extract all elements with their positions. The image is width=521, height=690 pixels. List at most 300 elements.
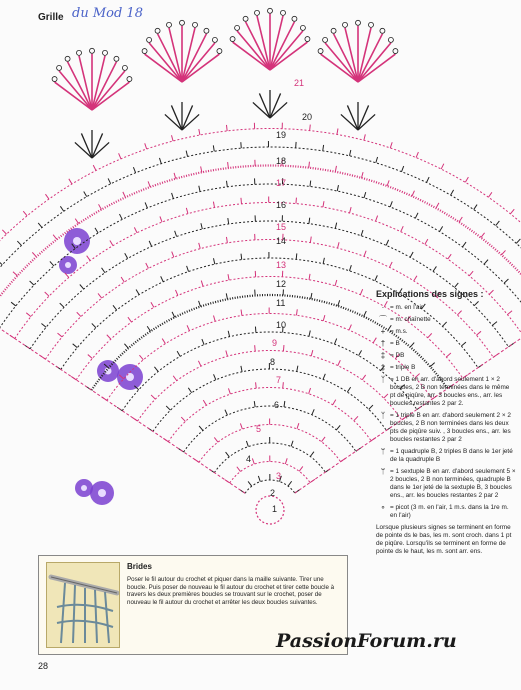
stitch-tick [77,312,81,316]
stitch-tick [488,192,491,197]
round-number: 17 [276,178,287,188]
picot [235,25,240,30]
stitch-tick [147,326,150,331]
stitch-tick [228,388,230,394]
stitch-tick [161,276,164,281]
stitch-tick [369,405,373,409]
legend-title: Explications des signes : [376,289,484,299]
legend-text: = 1 triple B en arr. d'abord seulement 2 × 2 boucles, 2 B non terminées dans les deux pts de piqûre suiv. , 3 boucles ens., arr. les boucles restantes 2 par 2 [390,412,511,443]
stitch-tick [410,252,413,257]
stitch-tick [349,325,351,330]
stitch-tick [504,279,508,283]
stitch-tick [172,252,174,258]
stitch-tick [311,350,313,356]
stitch-tick [149,241,151,246]
picot [368,22,373,27]
fan-stitch [92,133,103,158]
stitch-tick [283,345,284,351]
stitch-tick [296,253,297,259]
stitch-tick [69,179,72,184]
legend-list [376,304,516,520]
picot [180,20,185,25]
stitch-tick [323,315,325,321]
stitch-tick [98,293,102,298]
stitch-tick [310,181,311,187]
picot [52,77,57,82]
legend-item [376,468,516,500]
stitch-tick [284,401,285,407]
stitch-tick [310,452,314,457]
legend-item [376,304,516,312]
stitch-tick [226,351,228,357]
stitch-tick [50,261,54,265]
fan-stitch [358,114,375,130]
brides-title: Brides [127,562,152,571]
stitch-tick [465,177,468,182]
legend-item [376,364,516,372]
stitch-tick [198,361,201,366]
stitch-tick [99,204,102,209]
stitch-tick [13,272,17,276]
legend-text: = DB [390,352,405,359]
stitch-tick [113,305,117,310]
stitch-tick [213,316,215,322]
stitch-tick [240,423,242,429]
legend-symbol: ⌒ [379,315,387,324]
legend-item [376,376,516,408]
stitch-tick [186,151,187,157]
page-number: 28 [38,661,49,671]
stitch-tick [151,302,154,307]
stitch-tick [199,243,201,249]
stitch-tick [336,425,340,430]
picot [142,49,147,54]
stitch-tick [92,323,96,327]
chart-round-labels [246,78,312,514]
fan-stitch [341,114,358,130]
stitch-tick [110,240,113,245]
round-arc [168,387,371,441]
stitch-tick [53,235,57,240]
stitch-tick [175,290,177,296]
picot [212,37,217,42]
fan-stitch [182,114,199,130]
stitch-tick [436,203,439,208]
chart-top-fans [52,8,398,158]
legend-symbol: ∘ [380,503,386,512]
picot [243,16,248,21]
fan-stitch [81,133,92,158]
stitch-tick [376,216,378,222]
picot [204,28,209,33]
page-title: Grille [38,12,64,23]
stitch-tick [162,339,165,344]
fan-stitch [75,142,92,158]
stitch-tick [288,481,292,486]
legend-item [376,340,516,348]
stitch-tick [199,301,201,307]
stitch-tick [108,178,111,183]
stitch-tick [173,376,177,381]
stitch-tick [459,217,462,222]
round-arc [0,128,521,297]
stitch-tick [226,293,227,299]
legend-symbol: ᛉ [380,411,386,420]
stitch-tick [228,331,229,337]
stitch-tick [199,426,203,431]
stitch-tick [119,153,121,159]
stitch-tick [484,260,488,265]
stitch-tick [338,242,339,248]
stitch-tick [402,166,404,172]
stitch-tick [175,231,177,237]
stitch-tick [311,293,312,299]
stitch-tick [387,180,389,186]
round-number: 16 [276,200,287,210]
stitch-tick [107,335,111,339]
stitch-tick [228,218,229,224]
stitch-tick [516,239,520,243]
round-number: 9 [272,338,278,348]
stitch-tick [349,150,350,156]
picot [127,77,132,82]
stitch-tick [172,312,175,317]
stitch-tick [60,206,63,211]
stitch-tick [30,281,34,285]
stitch-tick [125,253,128,258]
stitch-tick [323,145,324,151]
stitch-tick [26,313,31,317]
fan-stitch [270,102,287,118]
picot [90,48,95,53]
stitch-tick [41,323,46,327]
stitch-tick [134,227,137,232]
legend-text: = 1 sextuple B en arr. d'abord seulement 5 × 2 boucles, 2 B non terminées, quadruple B dans le 1er jeté de la sextuple B, 3 boucles ens., arr. les boucles restantes 2 par 2 [390,468,516,499]
picot [323,37,328,42]
round-arc [0,147,521,308]
picot [167,22,172,27]
stitch-tick [448,254,451,259]
stitch-tick [214,374,216,380]
stitch-tick [297,366,298,372]
legend-item [376,448,516,464]
picot [356,20,361,25]
stitch-tick [159,158,161,164]
stitch-tick [174,173,176,179]
stitch-tick [258,476,260,482]
legend-item [376,504,516,520]
stitch-tick [349,265,351,271]
legend-item [376,316,516,324]
stitch-tick [177,351,180,356]
stitch-tick [296,198,297,204]
legend-panel [376,290,516,556]
stitch-tick [462,242,466,247]
stitch-tick [228,274,229,280]
picot [280,10,285,15]
legend-text: = triple B [390,364,416,371]
stitch-tick [241,198,242,204]
fan-stitch [347,105,358,130]
stitch-tick [121,277,124,282]
round-number: 14 [276,236,287,246]
picot [122,65,127,70]
round-number: 1 [272,504,278,514]
stitch-tick [57,333,62,337]
picot [147,37,152,42]
flower-decoration-group [59,228,143,505]
stitch-tick [73,344,78,348]
round-number: 21 [294,78,305,88]
stitch-tick [254,401,255,407]
stitch-tick [123,192,126,197]
picot [102,50,107,55]
legend-text: = m. en l'air [390,304,424,311]
stitch-tick [416,152,418,158]
fan-stitch [270,93,281,118]
stitch-tick [213,258,214,264]
picot [268,8,273,13]
stitch-tick [496,221,500,226]
stitch-tick [188,388,191,393]
stitch-tick [187,266,189,272]
stitch-tick [309,330,310,336]
legend-text: = m.s. [390,328,408,335]
stitch-tick [310,237,311,243]
stitch-tick [390,201,392,207]
stitch-tick [226,237,227,243]
stitch-tick [139,355,143,360]
stitch-tick [225,410,227,415]
stitch-tick [360,289,362,295]
stitch-tick [501,250,505,254]
picot [57,65,62,70]
stitch-tick [309,218,310,224]
stitch-tick [364,134,365,140]
picot [393,49,398,54]
stitch-tick [337,185,338,191]
fan-stitch [171,105,182,130]
stitch-tick [350,207,352,213]
round-number: 19 [276,130,287,140]
round-number: 5 [256,424,262,434]
legend-symbol: · [381,303,385,312]
stitch-tick [338,300,340,306]
stitch-tick [252,458,254,464]
crochet-hook-illustration [46,562,120,648]
stitch-tick [454,283,458,288]
picot [192,22,197,27]
stitch-tick [333,400,336,405]
stitch-tick [148,181,150,187]
stitch-tick [38,223,42,228]
stitch-tick [246,441,248,447]
stitch-tick [145,202,147,208]
legend-item [376,352,516,360]
stitch-tick [133,167,135,173]
legend-text: = 1 DB en arr. d'abord seulement 1 × 2 boucles, 2 B non terminées dans le même pt de piqûre, arr. 3 boucles ens., arr. les boucles restantes 2 par 2. [390,376,510,407]
stitch-tick [145,143,147,149]
stitch-tick [241,254,242,260]
stitch-tick [361,230,363,236]
stitch-tick [151,395,155,399]
round-number: 12 [276,279,287,289]
picot [230,37,235,42]
legend-symbol: † [380,339,386,348]
stitch-tick [186,208,188,214]
stitch-tick [283,382,284,388]
stitch-tick [45,292,49,296]
round-number: 20 [302,112,313,122]
legend-symbol: ‡ [380,363,386,372]
picot [388,37,393,42]
stitch-tick [213,145,214,151]
stitch-tick [323,374,325,380]
legend-text: = m. chaînette [390,316,431,323]
stitch-tick [334,339,336,345]
stitch-tick [226,452,230,457]
brides-text: Poser le fil autour du crochet et piquer dans la maille suivante. Tirer une boucle. Puis poser de nouveau le fil autour du crochet et tirer cette boucle à travers les deux premières boucles se trouvant sur le crochet, poser de nouveau le fil autour du crochet et arrêter les deux boucles suivantes. [127,576,335,606]
picot [255,10,260,15]
round-arc [184,406,356,452]
stitch-tick [128,317,132,322]
stitch-tick [364,192,366,198]
stitch-tick [75,219,78,224]
stitch-tick [17,241,21,245]
round-number: 11 [276,298,286,308]
stitch-tick [146,263,149,268]
stitch-tick [80,284,84,289]
stitch-tick [136,289,139,294]
legend-item [376,328,516,336]
stitch-tick [474,205,477,210]
stitch-tick [172,193,174,199]
stitch-tick [227,181,228,187]
stitch-tick [154,367,158,372]
stitch-tick [364,251,366,257]
stitch-tick [312,409,314,414]
stitch-tick [2,230,6,234]
stitch-tick [414,276,417,281]
picot [318,49,323,54]
stitch-tick [335,166,336,172]
wedge-edge [0,297,245,493]
stitch-tick [440,226,443,231]
stitch-tick [95,228,98,233]
stitch-tick [481,233,485,238]
stitch-tick [199,186,200,192]
stitch-tick [241,310,242,316]
picot [300,25,305,30]
stitch-tick [172,135,174,141]
stitch-tick [309,162,310,168]
stitch-tick [425,239,428,244]
picot [155,28,160,33]
legend-text: = 1 quadruple B, 2 triples B dans le 1er jeté de la quadruple B [390,448,513,463]
fan-stitch [92,142,109,158]
round-number: 15 [276,222,287,232]
stitch-tick [256,382,257,388]
legend-symbol: + [380,327,386,336]
stitch-tick [88,355,93,359]
stitch-tick [241,366,242,372]
stitch-tick [321,437,325,442]
stitch-tick [296,309,297,315]
stitch-tick [390,142,392,148]
stitch-tick [310,125,311,131]
picot [77,50,82,55]
round-number: 18 [276,156,287,166]
stitch-tick [354,416,358,420]
watermark: PassionForum.ru [276,630,457,652]
stitch-tick [347,387,350,392]
picot [380,28,385,33]
stitch-tick [433,266,436,271]
legend-item [376,412,516,444]
stitch-tick [285,458,287,464]
fan-stitch [259,93,270,118]
picot [305,37,310,42]
stitch-tick [427,177,430,182]
stitch-tick [309,274,310,280]
stitch-tick [362,375,365,380]
stitch-tick [213,202,214,208]
legend-text: = B [390,340,400,347]
stitch-tick [199,129,200,135]
stitch-tick [203,400,206,405]
fan-stitch [182,105,193,130]
stitch-tick [248,481,252,486]
picot [343,22,348,27]
round-number: 7 [276,375,282,385]
stitch-tick [309,388,311,394]
fan-stitch [253,102,270,118]
stitch-tick [181,417,185,421]
picot [65,56,70,61]
handwritten-note: du Mod 18 [72,6,143,21]
stitch-tick [202,339,204,345]
stitch-tick [510,209,514,214]
stitch-tick [299,466,303,471]
round-number: 4 [246,454,252,464]
stitch-tick [87,256,91,261]
picot [217,49,222,54]
round-arc [122,332,417,411]
legend-symbol: ᛘ [380,467,386,476]
stitch-tick [93,165,96,170]
legend-symbol: ᛘ [380,447,386,456]
stitch-tick [335,280,337,286]
stitch-tick [335,223,336,229]
stitch-tick [124,344,128,349]
legend-footnote: Lorsque plusieurs signes se terminent en forme de pointe ds le bas, les m. sont croch. dans 1 pt de piqûre. Lorsqu'ils se terminent en forme de pointe ds le haut, les m. sont arr. ens. [376,524,512,555]
stitch-tick [338,360,341,365]
stitch-tick [237,467,241,472]
stitch-tick [415,213,418,218]
picot [114,56,119,61]
stitch-tick [0,261,2,265]
stitch-tick [323,201,324,207]
stitch-tick [187,325,189,330]
center-ring [256,496,284,524]
stitch-tick [201,223,202,229]
stitch-tick [60,303,64,307]
stitch-tick [469,271,473,276]
stitch-tick [412,191,414,196]
legend-text: = picot (3 m. en l'air, 1 m.s. dans la 1re m. en l'air) [390,504,509,519]
round-number: 3 [276,471,282,481]
legend-symbol: ‡ [380,351,386,360]
